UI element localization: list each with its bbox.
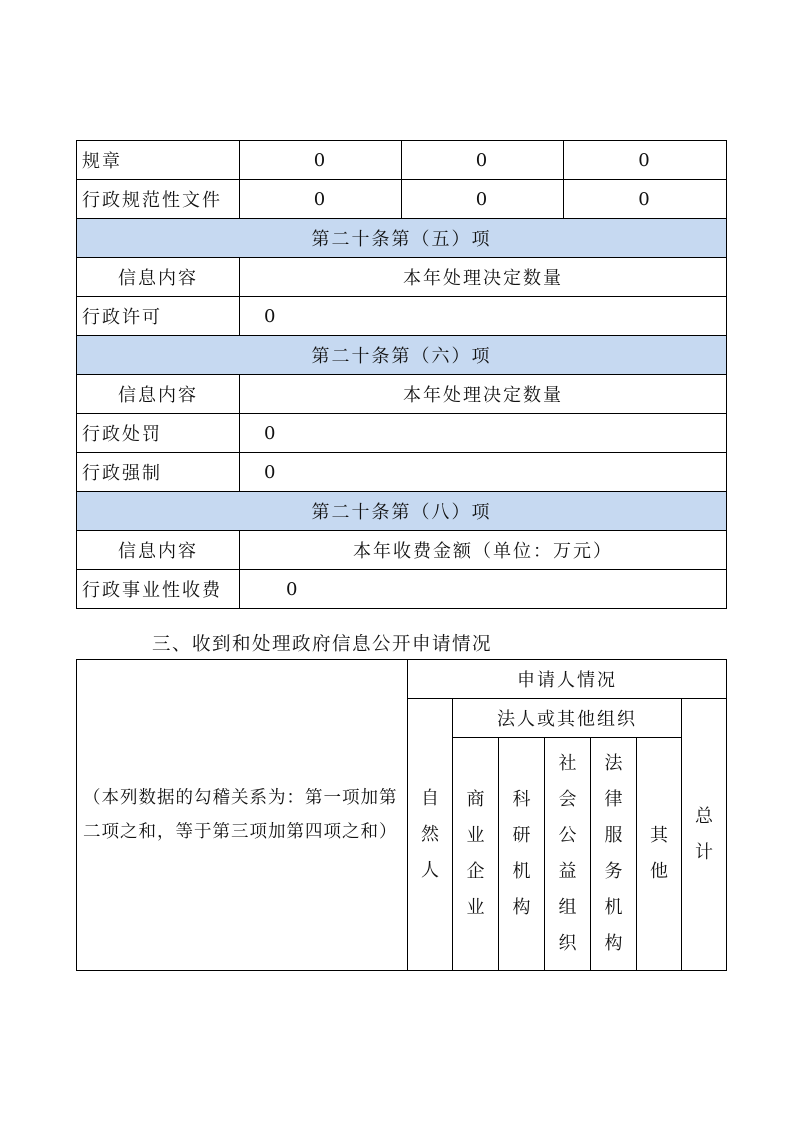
row-value: 0: [240, 414, 727, 453]
section-header: 第二十条第（六）项: [77, 336, 727, 375]
table-row: [77, 141, 727, 180]
legal-service-header: [591, 738, 637, 971]
table-row: [77, 297, 727, 336]
commercial-header: [453, 738, 499, 971]
section-header: 第二十条第（八）项: [77, 492, 727, 531]
column-header-label: 信息内容: [77, 258, 240, 297]
column-header-row: [77, 375, 727, 414]
row-value: 0: [564, 180, 727, 219]
row-value: 0: [402, 180, 564, 219]
legal-org-header: 法人或其他组织: [453, 699, 682, 738]
row-label: 行政事业性收费: [77, 570, 240, 609]
natural-person-header: [408, 699, 453, 971]
column-header-label: 信息内容: [77, 531, 240, 570]
section-header-row: [77, 219, 727, 258]
public-welfare-header: [545, 738, 591, 971]
row-label: 行政许可: [77, 297, 240, 336]
row-label: 规章: [77, 141, 240, 180]
legal-service-label: 法律服务机构: [604, 753, 623, 954]
section-header-row: [77, 492, 727, 531]
table-row: [77, 570, 727, 609]
public-welfare-label: 社会公益组织: [558, 753, 577, 954]
natural-person-label: 自然人: [421, 787, 439, 881]
note-cell: （本列数据的勾稽关系为：第一项加第二项之和，等于第三项加第四项之和）: [77, 660, 408, 971]
column-header-value: 本年处理决定数量: [240, 258, 727, 297]
row-label: 行政处罚: [77, 414, 240, 453]
row-value: 0: [240, 570, 727, 609]
column-header-row: [77, 531, 727, 570]
total-header: [682, 699, 727, 971]
row-value: 0: [240, 297, 727, 336]
table-row: [77, 660, 727, 699]
disclosure-table: [76, 140, 727, 609]
row-value: 0: [240, 453, 727, 492]
column-header-value: 本年收费金额（单位：万元）: [240, 531, 727, 570]
commercial-label: 商业企业: [466, 789, 485, 918]
row-value: 0: [402, 141, 564, 180]
column-header-row: [77, 258, 727, 297]
section-header: 第二十条第（五）项: [77, 219, 727, 258]
column-header-value: 本年处理决定数量: [240, 375, 727, 414]
table-row: [77, 414, 727, 453]
total-label: 总计: [695, 805, 714, 863]
other-label: 其他: [650, 825, 668, 882]
row-label: 行政强制: [77, 453, 240, 492]
column-header-label: 信息内容: [77, 375, 240, 414]
table-row: [77, 453, 727, 492]
section-header-row: [77, 336, 727, 375]
applicant-header: 申请人情况: [408, 660, 727, 699]
row-value: 0: [564, 141, 727, 180]
research-label: 科研机构: [512, 789, 531, 918]
row-value: 0: [240, 180, 402, 219]
row-label: 行政规范性文件: [77, 180, 240, 219]
row-value: 0: [240, 141, 402, 180]
table-row: [77, 180, 727, 219]
other-header: [637, 738, 682, 971]
research-header: [499, 738, 545, 971]
section-title: 三、收到和处理政府信息公开申请情况: [152, 634, 493, 655]
application-table: [76, 659, 727, 971]
